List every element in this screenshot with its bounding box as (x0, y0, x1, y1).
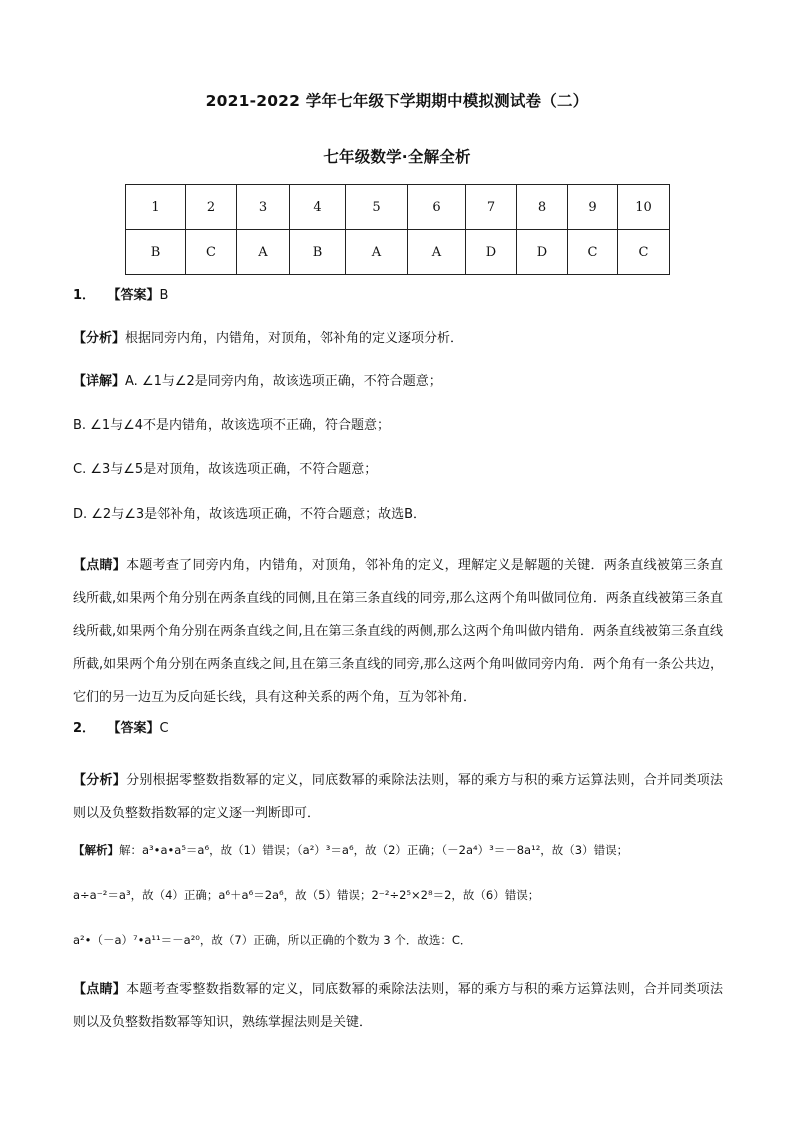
q2-solution-line-3: a²•（－a）⁷•a¹¹＝－a²⁰，故（7）正确，所以正确的个数为 3 个．故选：C． (73, 933, 472, 947)
q2-solution-text-1: 解：a³•a•a⁵＝a⁶，故（1）错误；（a²）³＝a⁶，故（2）正确；（－2a⁴）³＝－8a¹²，故（3）错误； (119, 843, 629, 857)
table-cell: 3 (237, 185, 290, 230)
q1-analysis-tag: 【分析】 (73, 331, 126, 346)
q2-analysis-tag: 【分析】 (73, 773, 127, 788)
answer-table (125, 184, 670, 275)
table-cell: B (290, 230, 346, 275)
q2-solution-tag: 【解析】 (73, 843, 119, 857)
table-cell: C (568, 230, 618, 275)
page-subtitle: 七年级数学·全解全析 (323, 148, 471, 166)
q1-answer-value: B (159, 288, 169, 303)
q1-answer-line (73, 287, 733, 305)
q2-solution-line-1 (73, 841, 753, 859)
q1-comment-text: 本题考查了同旁内角，内错角，对顶角，邻补角的定义，理解定义是解题的关键．两条直线被第三条直线所截,如果两个角分别在两条直线的同侧,且在第三条直线的同旁,那么这两个角叫做同位角．两条直线被第三条直线所截,如果两个角分别在两条直线之间,且在第三条直线的两侧,那么这两个角叫做内错角．两条直线被第三条直线所截,如果两个角分别在两条直线之间,且在第三条直线的同旁,那么这两个角叫做同旁内角．两个角有一条公共边，它们的另一边互为反向延长线，具有这种关系的两个角，互为邻补角． (73, 558, 723, 705)
table-cell: 4 (290, 185, 346, 230)
q1-option-d: D. ∠2与∠3是邻补角，故该选项正确，不符合题意；故选B． (73, 507, 427, 522)
table-cell: 9 (568, 185, 618, 230)
table-cell: 10 (618, 185, 670, 230)
table-cell: 8 (517, 185, 568, 230)
q2-answer-value: C (159, 721, 169, 736)
table-cell: D (466, 230, 517, 275)
q2-comment (73, 973, 723, 1039)
q1-detail-a (73, 373, 733, 391)
table-cell: C (186, 230, 237, 275)
q2-answer-tag: 【答案】 (107, 721, 160, 736)
q2-number: 2． (73, 721, 96, 736)
table-cell: A (237, 230, 290, 275)
table-row-answers (126, 230, 670, 275)
table-cell: 7 (466, 185, 517, 230)
q1-detail-tag: 【详解】 (73, 374, 126, 389)
q2-comment-tag: 【点睛】 (73, 982, 127, 997)
q1-option-c: C. ∠3与∠5是对顶角，故该选项正确，不符合题意； (73, 462, 378, 477)
q1-option-b: B. ∠1与∠4不是内错角，故该选项不正确，符合题意； (73, 418, 391, 433)
q1-option-a: A. ∠1与∠2是同旁内角，故该选项正确，不符合题意； (125, 374, 442, 389)
table-cell: 1 (126, 185, 186, 230)
q2-comment-text: 本题考查零整数指数幂的定义，同底数幂的乘除法法则，幂的乘方与积的乘方运算法则，合并同类项法则以及负整数指数幂等知识，熟练掌握法则是关键． (73, 982, 723, 1030)
q1-comment-tag: 【点睛】 (73, 558, 127, 573)
q1-number: 1． (73, 288, 96, 303)
table-row-numbers (126, 185, 670, 230)
q1-analysis (73, 330, 733, 348)
q2-analysis (73, 764, 723, 830)
table-cell: B (126, 230, 186, 275)
table-cell: A (408, 230, 466, 275)
table-cell: A (346, 230, 408, 275)
q2-analysis-text: 分别根据零整数指数幂的定义，同底数幂的乘除法法则，幂的乘方与积的乘方运算法则，合并同类项法则以及负整数指数幂的定义逐一判断即可． (73, 773, 723, 821)
table-cell: D (517, 230, 568, 275)
table-cell: 2 (186, 185, 237, 230)
q2-answer-line (73, 720, 733, 738)
page-title: 2021-2022 学年七年级下学期期中模拟测试卷（二） (205, 92, 589, 110)
table-cell: C (618, 230, 670, 275)
q1-analysis-text: 根据同旁内角，内错角，对顶角，邻补角的定义逐项分析． (125, 331, 464, 346)
q1-comment (73, 549, 723, 714)
q2-solution-line-2: a÷a⁻²＝a³，故（4）正确；a⁶＋a⁶＝2a⁶，故（5）错误；2⁻²÷2⁵×2⁸＝2，故（6）错误； (73, 888, 540, 902)
q1-answer-tag: 【答案】 (107, 288, 160, 303)
table-cell: 6 (408, 185, 466, 230)
table-cell: 5 (346, 185, 408, 230)
